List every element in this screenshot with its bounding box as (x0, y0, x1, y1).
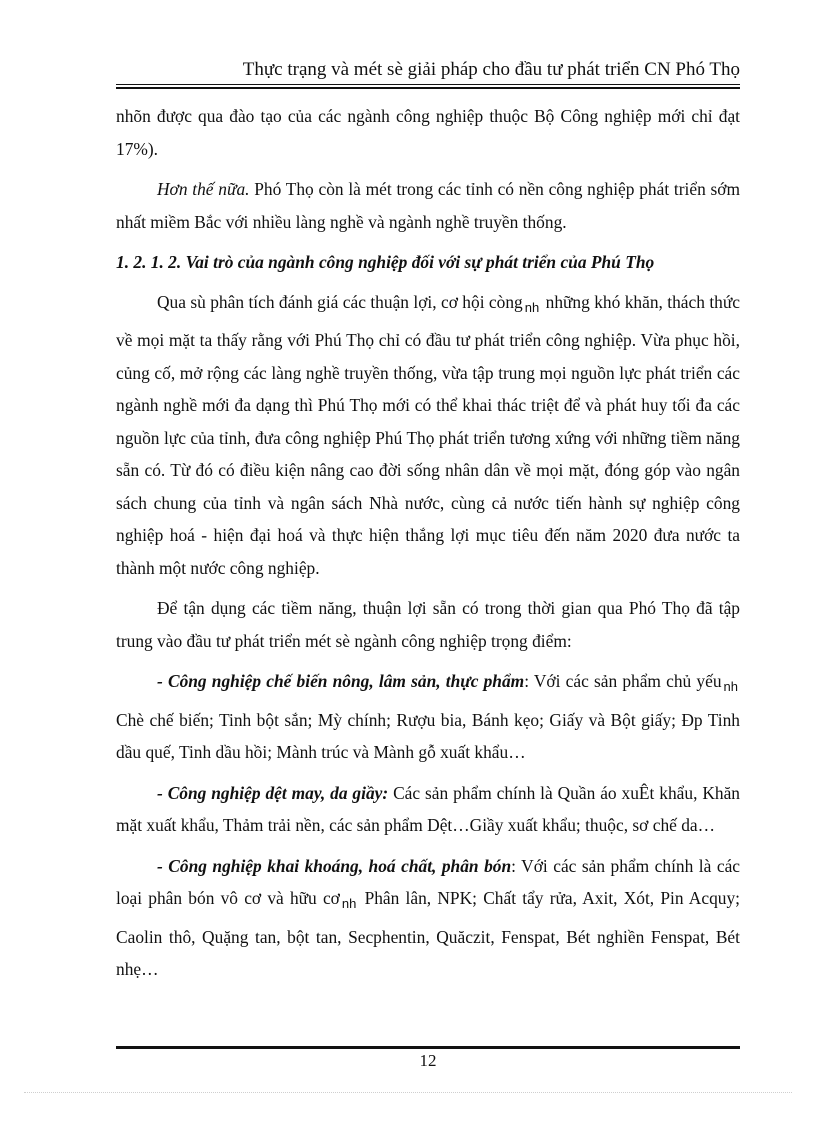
running-header: Thực trạng và mét sè giải pháp cho đầu tư phát triển CN Phó Thọ (242, 59, 740, 80)
list-item-food-processing-text-b: Chè chế biến; Tinh bột sắn; Mỳ chính; Rượu bia, Bánh kẹo; Giấy và Bột giấy; Đp Tinh dầu quế, Tinh dầu hồi; Mành trúc và Mành gỗ xuất khẩu… (116, 709, 740, 762)
paragraph-1 (116, 100, 740, 165)
paragraph-1-text: nhõn được qua đào tạo của các ngành công nghiệp thuộc Bộ Công nghiệp mới chỉ đạt 17%). (116, 106, 740, 159)
paragraph-3 (116, 286, 740, 585)
page-bottom-dotted-edge (24, 1092, 792, 1093)
list-item-mining-text-a: : Với các sản phẩm chính là các loại phân bón vô cơ và hữu cơ (116, 855, 741, 908)
paragraph-2 (116, 173, 740, 238)
paragraph-2-text: Phó Thọ còn là mét trong các tỉnh có nền công nghiệp phát triển sớm nhất miềm Bắc với nhiều làng nghề và ngành nghề truyền thống. (116, 179, 740, 232)
paragraph-3-subscript: nh (524, 299, 540, 315)
header-double-rule (116, 84, 740, 89)
paragraph-3-text-b: những khó khăn, thách thức về mọi mặt ta thấy rằng với Phú Thọ chỉ có đầu tư phát triển công nghiệp. Vừa phục hồi, củng cố, mở rộng các làng nghề truyền thống, vừa tập trung mọi nguồn lực phát triển các ngành nghề mới đa dạng thì Phú Thọ mới có thể khai thác triệt để và phát huy tối đa các nguồn lực của tỉnh, đưa công nghiệp Phú Thọ phát triển tương xứng với những tiềm năng sẵn có. Từ đó có điều kiện nâng cao đời sống nhân dân về mọi mặt, đóng góp vào ngân sách chung của tỉnh và ngân sách Nhà nước, cùng cả nước tiến hành sự nghiệp công nghiệp hoá - hiện đại hoá và thực hiện thắng lợi mục tiêu đến năm 2020 đưa nước ta thành một nước công nghiệp. (116, 291, 741, 578)
document-body (116, 100, 740, 994)
list-item-textile-title: - Công nghiệp dệt may, da giầy: (157, 782, 389, 803)
list-item-mining-text-b: Phân lân, NPK; Chất tẩy rửa, Axit, Xót, Pin Acquy; Caolin thô, Quặng tan, bột tan, Secphentin, Quăczit, Fenspat, Bét nghiền Fenspat, Bét nhẹ… (116, 888, 740, 979)
list-item-mining-subscript: nh (341, 896, 357, 911)
list-item-food-processing-title: - Công nghiệp chế biến nông, lâm sản, thực phẩm (157, 671, 525, 691)
list-item-mining-title: - Công nghiệp khai khoáng, hoá chất, phân bón (157, 855, 512, 876)
list-item-textile-text: Các sản phẩm chính là Quần áo xuÊt khẩu, Khăn mặt xuất khẩu, Thảm trải nền, các sản phẩm Dệt…Giầy xuất khẩu; thuộc, sơ chế da… (116, 782, 740, 835)
list-item-mining (116, 850, 740, 986)
page-number: 12 (419, 1051, 437, 1070)
footer-rule (116, 1046, 740, 1049)
paragraph-4 (116, 592, 740, 657)
paragraph-2-italic-lead: Hơn thế nữa. (157, 179, 250, 199)
list-item-textile (116, 777, 740, 842)
paragraph-4-text: Để tận dụng các tiềm năng, thuận lợi sẵn có trong thời gian qua Phó Thọ đã tập trung vào đầu tư phát triển mét sè ngành công nghiệp trọng điểm: (116, 598, 740, 651)
list-item-food-processing-text-a: : Với các sản phẩm chủ yếu (524, 671, 722, 691)
section-heading: 1. 2. 1. 2. Vai trò của ngành công nghiệp đối với sự phát triển của Phú Thọ (116, 252, 655, 272)
paragraph-3-text-a: Qua sù phân tích đánh giá các thuận lợi, cơ hội còng (157, 291, 523, 312)
list-item-food-processing-subscript: nh (723, 679, 738, 694)
list-item-food-processing (116, 665, 740, 769)
